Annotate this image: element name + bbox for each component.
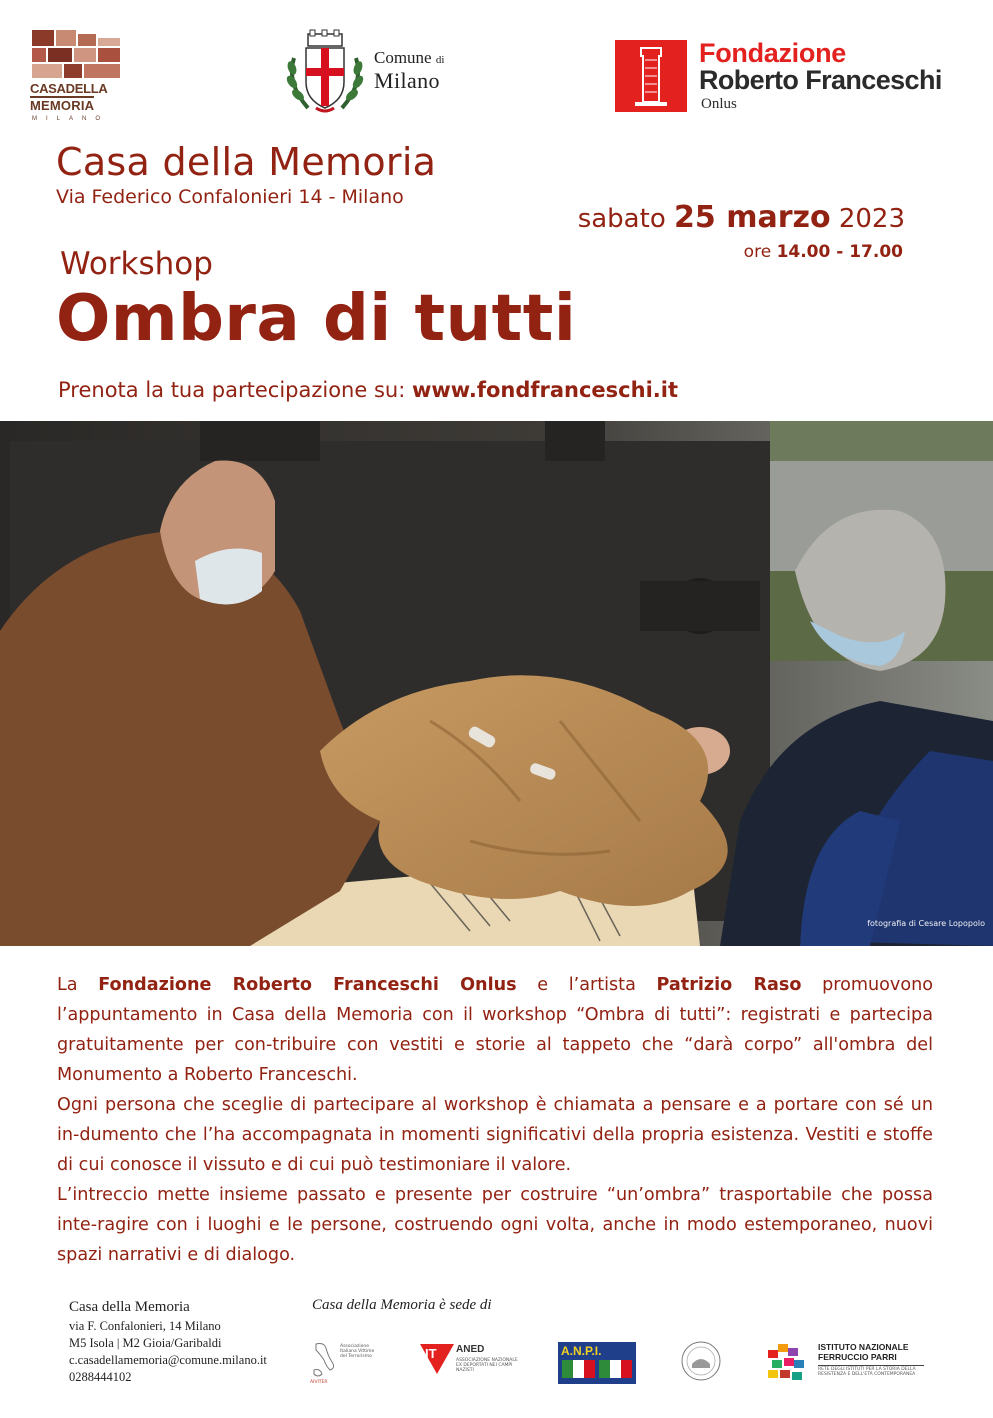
booking-line <box>58 378 678 402</box>
casa-logo-line3: MILANO <box>32 116 110 122</box>
parri-line2: FERRUCCIO PARRI <box>818 1352 897 1362</box>
event-photo <box>0 421 993 946</box>
org-name: Fondazione Roberto Franceschi Onlus <box>98 975 517 995</box>
casa-logo-line1: CASADELLA <box>30 81 108 96</box>
description-paragraph-3: L’intreccio mette insieme passato e presente per costruire “un’ombra” trasportabile che possa inte-ragire con i luoghi e le persone, costruendo ogni volta, anche in modo estemporaneo, nuovi spazi narrativi e di dialogo. <box>57 1185 933 1265</box>
partner-anpi-logo <box>558 1342 636 1384</box>
photo-illustration <box>0 421 993 946</box>
description-paragraph-1: La Fondazione Roberto Franceschi Onlus e l’artista Patrizio Raso promuovono l’appuntamento in Casa della Memoria con il workshop “Ombra di tutti”: registrati e partecipa gratuitamente per con-tribuire con vestiti e storie al tappeto che “darà corpo” all'ombra del Monumento a Roberto Franceschi. <box>57 975 934 1085</box>
vittime-name: Associazione Italiana Vittime del Terrorismo <box>340 1344 375 1359</box>
anpi-name: A.N.P.I. <box>561 1344 602 1358</box>
booking-url-link[interactable]: www.fondfranceschi.it <box>411 378 678 402</box>
contact-phone: 0288444102 <box>69 1370 132 1384</box>
time-prefix: ore <box>743 242 772 262</box>
aned-mark: IT <box>425 1346 437 1361</box>
vittime-italy-map-icon <box>310 1340 340 1380</box>
photo-credit: fotografia di Cesare Lopopolo <box>867 919 985 928</box>
vittime-short: AIVITER <box>310 1380 328 1385</box>
milano-word: Milano <box>374 68 440 93</box>
aned-name: ANED <box>456 1344 485 1355</box>
parri-line1: ISTITUTO NAZIONALE <box>818 1342 909 1352</box>
fondazione-monument-icon <box>615 40 687 112</box>
booking-text: Prenota la tua partecipazione su: <box>58 378 406 402</box>
contact-metro: M5 Isola | M2 Gioia/Garibaldi <box>69 1336 222 1350</box>
artist-name: Patrizio Raso <box>656 975 802 995</box>
partner-seal-icon <box>680 1340 722 1382</box>
sede-text: Casa della Memoria è sede di <box>312 1297 492 1313</box>
partner-vittime-logo <box>310 1340 380 1386</box>
venue-address: Via Federico Confalonieri 14 - Milano <box>56 186 404 208</box>
partner-circle-logo <box>680 1340 722 1382</box>
fondazione-line2: Roberto Franceschi <box>699 65 942 95</box>
description-paragraph-2: Ogni persona che sceglie di partecipare al workshop è chiamata a pensare e a portare con sé un in-dumento che l’ha accompagnata in momenti significativi della propria esistenza. Vestiti e stoffe di cui conosce il vissuto e di cui può testimoniare il valore. <box>57 1095 933 1175</box>
anpi-flags-icon <box>562 1360 632 1378</box>
contact-email-link[interactable]: c.casadellamemoria@comune.milano.it <box>69 1353 267 1367</box>
aned-sub: ASSOCIAZIONE NAZIONALE EX DEPORTATI NEI CAMPI NAZISTI <box>456 1358 518 1373</box>
footer-contact <box>69 1296 267 1386</box>
date-day-month: 25 marzo <box>674 200 831 235</box>
venue-title: Casa della Memoria <box>56 140 437 184</box>
date-year: 2023 <box>838 204 905 234</box>
fondazione-line3: Onlus <box>701 96 737 112</box>
comune-di-milano-logo <box>280 28 480 118</box>
parri-sub: RETE DEGLI ISTITUTI PER LA STORIA DELLA RESISTENZA E DELL'ETÀ CONTEMPORANEA <box>818 1365 924 1377</box>
event-time <box>744 242 903 262</box>
partner-parri-logo <box>766 1342 926 1384</box>
casa-logo-line2: MEMORIA <box>30 98 95 113</box>
contact-title: Casa della Memoria <box>69 1299 190 1315</box>
event-date <box>578 200 905 235</box>
comune-word: Comune di <box>374 48 445 67</box>
casa-della-memoria-logo <box>30 30 126 122</box>
fondazione-line1: Fondazione <box>699 38 846 68</box>
milano-crest-icon <box>280 28 370 118</box>
contact-address: via F. Confalonieri, 14 Milano <box>69 1319 221 1333</box>
date-weekday: sabato <box>577 204 666 234</box>
time-range: 14.00 - 17.00 <box>776 242 903 262</box>
workshop-label: Workshop <box>60 246 213 282</box>
casa-logo-mosaic-icon <box>32 30 122 80</box>
parri-mosaic-icon <box>766 1342 806 1382</box>
partner-aned-logo <box>420 1340 520 1384</box>
description-text <box>57 970 933 1270</box>
event-title: Ombra di tutti <box>56 282 577 356</box>
fondazione-franceschi-logo <box>615 40 975 116</box>
